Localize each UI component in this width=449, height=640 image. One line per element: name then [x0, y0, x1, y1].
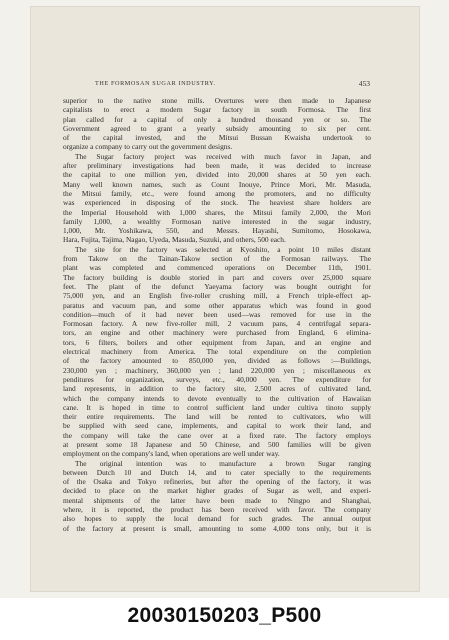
text-line: organize a company to carry out the government designs.: [63, 142, 233, 152]
text-line: at present some 18 Japanese and 50 Chinese, and 500 families will be given: [63, 439, 371, 449]
text-line: be supplied with seed cane, implements, and capital to work their land, and: [63, 421, 371, 431]
text-line: the Mitsui family, etc., were found among the promoters, and no difficulty: [63, 188, 371, 198]
text-line: cane. It is hoped in time to control sufficient land under cultiva tinoto supply: [63, 402, 371, 412]
text-line: tors, 6 filters, boilers and other equipment from Japan, and an engine and: [63, 337, 371, 347]
text-line: of the capital invested, and the Mitsui Bussan Kwaisha undertook to: [63, 133, 371, 143]
page-number: 453: [358, 79, 370, 88]
text-line: penditures for organization, surveys, etc., 40,000 yen. The expenditure for: [63, 374, 371, 384]
text-line: 75,000 yen, and an English five-roller crushing mill, a French triple-effect ap-: [63, 291, 371, 301]
text-line: Formosan factory. A new five-roller mill, 2 vacuum pans, 4 centrifugal separa-: [63, 319, 371, 329]
text-line: of the factory amounted to 850,000 yen, divided as follows :—Buildings,: [63, 356, 371, 366]
text-line: The Sugar factory project was received with much favor in Japan, and: [75, 151, 371, 161]
text-line: Government agreed to grant a yearly subsidy amounting to six per cent.: [63, 123, 371, 133]
text-line: the Imperial Household with 1,000 shares, the Mitsui family 2,000, the Mori: [63, 207, 371, 217]
text-line: of the Osaka and Tokyo refineries, but after the opening of the factory, it was: [63, 477, 371, 487]
text-line: plan called for a capital of only a hundred thousand yen or so. The: [63, 114, 371, 124]
text-line: was experienced in disposing of the stock. The heaviest share holders are: [63, 198, 371, 208]
text-line: condition—much of it had never been used—was removed for use in the: [63, 309, 371, 319]
text-line: Hara, Fujita, Tajima, Nagao, Uyeda, Masuda, Suzuki, and others, 500 each.: [63, 235, 286, 245]
catalog-caption: 20030150203_P500: [127, 604, 322, 627]
text-line: family 1,000, a wealthy Formosan native interested in the sugar industry,: [63, 216, 371, 226]
text-line: which the company intends to devote eventually to the cultivation of Hawaiian: [63, 393, 371, 403]
text-line: feet. The plant of the defunct Yaeyama factory was bought outright for: [63, 281, 371, 291]
running-title: THE FORMOSAN SUGAR INDUSTRY.: [95, 80, 216, 87]
text-line: Many well known names, such as Count Inouye, Prince Mori, Mr. Masuda,: [63, 179, 371, 189]
text-line: The original intention was to manufacture a brown Sugar ranging: [75, 458, 371, 468]
text-line: tors, an engine and other machinery were purchased from England, 6 elimina-: [63, 328, 371, 338]
text-line: employment on the company's land, when operations are well under way.: [63, 449, 280, 459]
text-line: The factory building is double storied in part and covers over 25,000 square: [63, 272, 371, 282]
text-line: from Takow on the Tainan-Takow section of the Formosan railways. The: [63, 254, 371, 264]
text-line: superior to the native stone mills. Overtures were then made to Japanese: [63, 96, 371, 105]
text-line: their entire requirements. The land will be rented to cultivators, who will: [63, 412, 371, 422]
body-text: [63, 96, 371, 533]
text-line: also hopes to supply the local demand for such grades. The annual output: [63, 514, 371, 524]
text-line: 230,000 yen ; machinery, 360,000 yen ; land 220,000 yen ; miscellaneous ex: [63, 365, 371, 375]
text-line: 1,000, Mr. Yoshikawa, 550, and Messrs. Hayashi, Sumitomo, Hosokawa,: [63, 226, 371, 236]
text-line: plant was completed and commenced operations on December 11th, 1901.: [63, 263, 371, 273]
text-line: The site for the factory was selected at Kyoshito, a point 10 miles distant: [75, 244, 371, 254]
text-line: electrical machinery from America. The total expenditure on the completion: [63, 347, 371, 357]
text-line: capitalists to erect a modern Sugar factory in south Formosa. The first: [63, 105, 371, 115]
text-line: paratus and vacuum pan, and some other apparatus which was found in good: [63, 300, 371, 310]
text-line: decided to place on the market higher grades of Sugar as well, and experi-: [63, 486, 371, 496]
text-line: mental shipments of the latter have been made to Ningpo and Shanghai,: [63, 495, 371, 505]
running-header: [95, 80, 370, 90]
text-line: the company will take the cane over at a fixed rate. The factory employs: [63, 430, 371, 440]
text-line: the capital to one million yen, divided into 20,000 shares at 50 yen each.: [63, 170, 371, 180]
text-line: between Dutch 10 and Dutch 14, and to cater specially to the requirements: [63, 467, 371, 477]
text-line: of the factory at present is small, amounting to some 4,000 tons only, but it is: [63, 523, 371, 533]
text-line: land represents, in addition to the factory site, 2,500 acres of cultivated land,: [63, 384, 371, 394]
text-line: where, it is reported, the product has been received with favor. The company: [63, 505, 371, 515]
text-line: after preliminary investigations had been made, it was decided to increase: [63, 161, 371, 171]
